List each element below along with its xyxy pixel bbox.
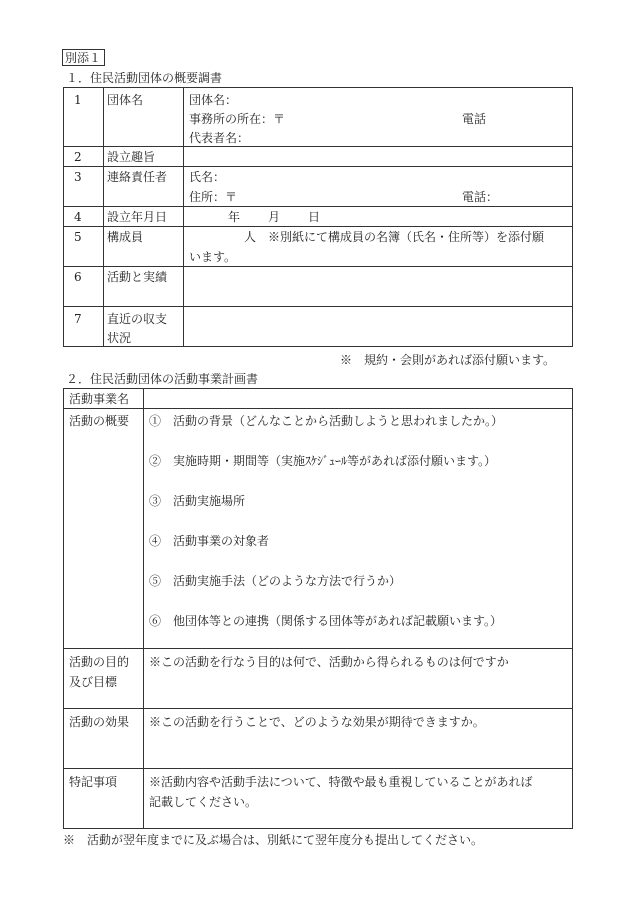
overview-item: ⑥ 他団体等との連携（関係する団体等があれば記載願います。） xyxy=(149,614,503,628)
table-row xyxy=(64,769,573,829)
table-row xyxy=(64,88,573,147)
overview-table xyxy=(63,87,573,347)
overview-label: 活動の概要 xyxy=(69,414,130,428)
contact-address-field: 住所：〒 xyxy=(189,190,238,204)
row-label-finances-cont: 状況 xyxy=(107,331,132,345)
table-row xyxy=(64,167,573,207)
table-row xyxy=(64,147,573,167)
special-notes-label: 特記事項 xyxy=(69,775,118,789)
table-row xyxy=(64,207,573,227)
row-label-contact: 連絡責任者 xyxy=(107,170,168,184)
group-name-field: 団体名： xyxy=(189,93,238,107)
bottom-note: ※ 活動が翌年度までに及ぶ場合は、別紙にて翌年度分も提出してください。 xyxy=(63,833,484,847)
date-year-label: 年 xyxy=(228,210,241,224)
effect-label: 活動の効果 xyxy=(69,715,130,729)
plan-table xyxy=(63,388,573,829)
section1-footnote: ※ 規約・会則があれば添付願います。 xyxy=(340,353,556,367)
table-row xyxy=(64,267,573,307)
overview-item: ② 実施時期・期間等（実施ｽｹｼﾞｭｰﾙ等があれば添付願います。） xyxy=(149,454,497,468)
row-number: 3 xyxy=(74,170,82,184)
purpose-label-cont: 及び目標 xyxy=(69,675,118,689)
table-row xyxy=(64,307,573,347)
special-note-cont: 記載してください。 xyxy=(149,795,258,809)
row-number: 4 xyxy=(74,210,82,224)
table-row xyxy=(64,389,573,409)
contact-phone-label: 電話： xyxy=(462,190,499,204)
section1-heading: １．住民活動団体の概要調書 xyxy=(66,71,223,85)
row-label-established: 設立年月日 xyxy=(107,210,168,224)
overview-item: ④ 活動事業の対象者 xyxy=(149,534,270,548)
table-row xyxy=(64,227,573,267)
row-number: 1 xyxy=(74,93,82,107)
purpose-label: 活動の目的 xyxy=(69,655,130,669)
table-row xyxy=(64,649,573,709)
members-note: 人 ※別紙にて構成員の名簿（氏名・住所等）を添付願 xyxy=(244,230,545,244)
special-note: ※活動内容や活動手法について、特徴や最も重視していることがあれば xyxy=(149,775,533,789)
representative-field: 代表者名： xyxy=(189,131,250,145)
row-label-activities: 活動と実績 xyxy=(107,270,168,284)
purpose-note: ※この活動を行なう目的は何で、活動から得られるものは何ですか xyxy=(149,655,509,669)
row-label-finances: 直近の収支 xyxy=(107,312,168,326)
row-number: 5 xyxy=(74,230,82,244)
table-row xyxy=(64,709,573,769)
row-number: 7 xyxy=(74,312,82,326)
overview-item: ③ 活動実施場所 xyxy=(149,494,246,508)
date-day-label: 日 xyxy=(308,210,321,224)
attachment-label: 別添１ xyxy=(62,49,105,66)
project-name-label: 活動事業名 xyxy=(69,392,130,406)
office-phone-label: 電話 xyxy=(462,112,487,126)
row-number: 2 xyxy=(74,150,82,164)
row-label-purpose: 設立趣旨 xyxy=(107,150,156,164)
row-label-members: 構成員 xyxy=(107,230,144,244)
section2-heading: ２．住民活動団体の活動事業計画書 xyxy=(66,372,259,386)
date-month-label: 月 xyxy=(268,210,281,224)
contact-name-field: 氏名： xyxy=(189,170,226,184)
effect-note: ※この活動を行うことで、どのような効果が期待できますか。 xyxy=(149,715,485,729)
row-label-group-name: 団体名 xyxy=(107,93,144,107)
overview-item: ⑤ 活動実施手法（どのような方法で行うか） xyxy=(149,574,402,588)
overview-item: ① 活動の背景（どんなことから活動しようと思われましたか。） xyxy=(149,414,504,428)
table-row xyxy=(64,409,573,649)
office-address-field: 事務所の所在：〒 xyxy=(189,112,286,126)
members-note-cont: います。 xyxy=(189,250,237,264)
row-number: 6 xyxy=(74,270,82,284)
